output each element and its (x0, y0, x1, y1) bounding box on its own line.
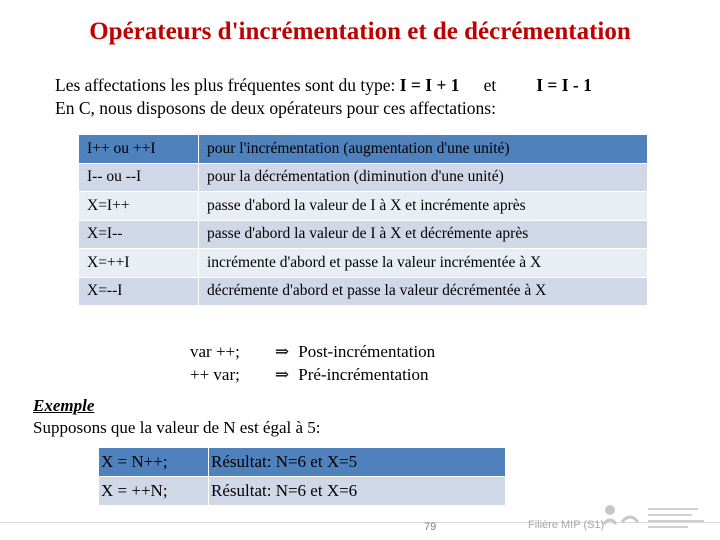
list-item (190, 340, 435, 363)
course-label: Filière MIP (S1) (528, 519, 605, 531)
intro-line-1 (55, 74, 592, 97)
description-cell: pour la décrémentation (diminution d'une unité) (199, 163, 648, 192)
operator-cell: X=I++ (79, 192, 199, 221)
implies-arrow-icon: ⇒ (274, 365, 290, 384)
table-row (99, 448, 506, 477)
page-number: 79 (424, 521, 437, 533)
intro-and: et (483, 75, 497, 95)
description-cell: pour l'incrémentation (augmentation d'une unité) (199, 135, 648, 164)
operator-cell: X=++I (79, 249, 199, 278)
page-title: Opérateurs d'incrémentation et de décrémentation (89, 18, 631, 45)
note-meaning: Post-incrémentation (298, 342, 436, 361)
code-snippet: ++ var; (190, 365, 240, 384)
description-cell: passe d'abord la valeur de I à X et décrémente après (199, 220, 648, 249)
implies-arrow-icon: ⇒ (274, 342, 290, 361)
list-item (190, 363, 435, 386)
table-row (79, 163, 648, 192)
intro-line-2: En C, nous disposons de deux opérateurs pour ces affectations: (55, 98, 496, 118)
operators-table (78, 134, 648, 306)
increment-notes (190, 340, 435, 386)
table-row (79, 192, 648, 221)
table-row (79, 277, 648, 306)
description-cell: décrémente d'abord et passe la valeur décrémentée à X (199, 277, 648, 306)
intro-paragraph (55, 74, 592, 120)
operator-cell: I-- ou --I (79, 163, 199, 192)
example-code-cell: X = N++; (99, 448, 209, 477)
note-meaning: Pré-incrémentation (298, 365, 429, 384)
example-result-cell: Résultat: N=6 et X=6 (209, 477, 506, 506)
operator-cell: X=I-- (79, 220, 199, 249)
example-result-cell: Résultat: N=6 et X=5 (209, 448, 506, 477)
example-text: Supposons que la valeur de N est égal à 5: (33, 418, 321, 437)
table-row (79, 220, 648, 249)
university-logo-icon (600, 498, 710, 540)
description-cell: passe d'abord la valeur de I à X et incrémente après (199, 192, 648, 221)
operator-cell: X=--I (79, 277, 199, 306)
operator-cell: I++ ou ++I (79, 135, 199, 164)
description-cell: incrémente d'abord et passe la valeur incrémentée à X (199, 249, 648, 278)
example-heading: Exemple (33, 396, 95, 415)
expression-increment: I = I + 1 (399, 75, 460, 95)
code-snippet: var ++; (190, 342, 240, 361)
table-row (79, 249, 648, 278)
example-code-cell: X = ++N; (99, 477, 209, 506)
example-table (98, 447, 506, 506)
expression-decrement: I = I - 1 (536, 75, 592, 95)
table-row (79, 135, 648, 164)
intro-text: Les affectations les plus fréquentes sont du type: (55, 75, 396, 95)
table-row (99, 477, 506, 506)
